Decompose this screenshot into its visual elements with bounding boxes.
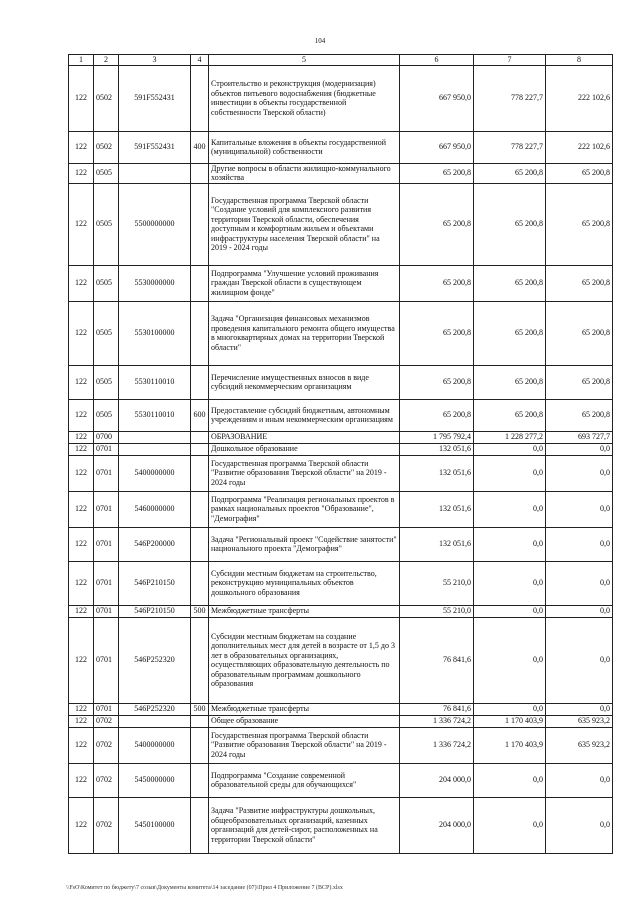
amount-col8-cell: 0,0 [546, 617, 613, 703]
amount-col8-cell: 635 923,2 [546, 727, 613, 763]
expense-type-cell [191, 715, 209, 727]
header-cell: 5 [209, 55, 400, 66]
description-cell: Межбюджетные трансферты [209, 605, 400, 617]
table-row [69, 455, 613, 491]
admin-code-cell: 122 [69, 443, 94, 455]
table-row [69, 163, 613, 183]
section-code-cell: 0701 [94, 443, 119, 455]
budget-table [68, 54, 613, 854]
amount-col7-cell: 0,0 [474, 617, 546, 703]
amount-col6-cell: 76 841,6 [400, 617, 474, 703]
amount-col6-cell: 65 200,8 [400, 163, 474, 183]
expense-type-cell [191, 183, 209, 265]
admin-code-cell: 122 [69, 703, 94, 715]
amount-col7-cell: 0,0 [474, 797, 546, 853]
description-cell: Подпрограмма "Создание современной образовательной среды для обучающихся" [209, 763, 400, 797]
description-cell: Субсидии местным бюджетам на создание дополнительных мест для детей в возрасте от 1,5 до 3 лет в образовательных организациях, осуществляющих образовательную деятельность по образовательным программам дошкольного образования [209, 617, 400, 703]
section-code-cell: 0502 [94, 65, 119, 131]
section-code-cell: 0702 [94, 763, 119, 797]
header-row [69, 55, 613, 66]
amount-col7-cell: 778 227,7 [474, 131, 546, 163]
section-code-cell: 0701 [94, 617, 119, 703]
table-row [69, 131, 613, 163]
description-cell: Государственная программа Тверской области "Развитие образования Тверской области" на 2019 - 2024 годы [209, 727, 400, 763]
header-cell: 2 [94, 55, 119, 66]
target-code-cell: 5400000000 [119, 455, 191, 491]
admin-code-cell: 122 [69, 399, 94, 431]
amount-col6-cell: 65 200,8 [400, 265, 474, 301]
target-code-cell: 546P210150 [119, 605, 191, 617]
expense-type-cell [191, 797, 209, 853]
amount-col6-cell: 76 841,6 [400, 703, 474, 715]
amount-col8-cell: 0,0 [546, 703, 613, 715]
amount-col7-cell: 0,0 [474, 703, 546, 715]
amount-col8-cell: 65 200,8 [546, 183, 613, 265]
expense-type-cell: 500 [191, 605, 209, 617]
amount-col6-cell: 1 795 792,4 [400, 431, 474, 443]
expense-type-cell [191, 491, 209, 527]
amount-col7-cell: 65 200,8 [474, 265, 546, 301]
amount-col8-cell: 65 200,8 [546, 301, 613, 365]
description-cell: Общее образование [209, 715, 400, 727]
description-cell: Государственная программа Тверской области "Создание условий для комплексного развития территории Тверской области, обеспечения доступным и комфортным жильем и объектами инфраструктуры населения Тверской области" на 2019 - 2024 годы [209, 183, 400, 265]
admin-code-cell: 122 [69, 301, 94, 365]
expense-type-cell [191, 65, 209, 131]
amount-col8-cell: 0,0 [546, 443, 613, 455]
admin-code-cell: 122 [69, 131, 94, 163]
table-row [69, 183, 613, 265]
admin-code-cell: 122 [69, 65, 94, 131]
target-code-cell: 5530110010 [119, 399, 191, 431]
amount-col8-cell: 0,0 [546, 797, 613, 853]
amount-col7-cell: 1 228 277,2 [474, 431, 546, 443]
target-code-cell: 546P200000 [119, 527, 191, 561]
target-code-cell: 5530110010 [119, 365, 191, 399]
target-code-cell: 546P210150 [119, 561, 191, 605]
expense-type-cell [191, 265, 209, 301]
description-cell: Подпрограмма "Улучшение условий проживания граждан Тверской области в существующем жилищном фонде" [209, 265, 400, 301]
expense-type-cell [191, 301, 209, 365]
header-cell: 7 [474, 55, 546, 66]
target-code-cell: 546P252320 [119, 617, 191, 703]
expense-type-cell: 500 [191, 703, 209, 715]
description-cell: Предоставление субсидий бюджетным, автономным учреждениям и иным некоммерческим организациям [209, 399, 400, 431]
admin-code-cell: 122 [69, 797, 94, 853]
target-code-cell [119, 443, 191, 455]
amount-col8-cell: 222 102,6 [546, 131, 613, 163]
page-number: 104 [314, 37, 326, 45]
expense-type-cell [191, 455, 209, 491]
amount-col7-cell: 0,0 [474, 443, 546, 455]
amount-col7-cell: 0,0 [474, 561, 546, 605]
description-cell: Подпрограмма "Реализация региональных проектов в рамках национальных проектов "Образование", "Демография" [209, 491, 400, 527]
description-cell: Межбюджетные трансферты [209, 703, 400, 715]
amount-col8-cell: 635 923,2 [546, 715, 613, 727]
expense-type-cell [191, 527, 209, 561]
expense-type-cell: 400 [191, 131, 209, 163]
table-row [69, 703, 613, 715]
target-code-cell [119, 431, 191, 443]
description-cell: Задача "Развитие инфраструктуры дошкольных, общеобразовательных организаций, казенных организаций для детей-сирот, расположенных на территории Тверской области" [209, 797, 400, 853]
amount-col7-cell: 65 200,8 [474, 301, 546, 365]
admin-code-cell: 122 [69, 715, 94, 727]
target-code-cell: 591F552431 [119, 131, 191, 163]
amount-col8-cell: 0,0 [546, 491, 613, 527]
amount-col8-cell: 0,0 [546, 763, 613, 797]
amount-col7-cell: 0,0 [474, 527, 546, 561]
target-code-cell [119, 715, 191, 727]
amount-col8-cell: 222 102,6 [546, 65, 613, 131]
admin-code-cell: 122 [69, 365, 94, 399]
expense-type-cell [191, 727, 209, 763]
section-code-cell: 0701 [94, 605, 119, 617]
amount-col8-cell: 65 200,8 [546, 365, 613, 399]
amount-col8-cell: 65 200,8 [546, 163, 613, 183]
amount-col6-cell: 204 000,0 [400, 797, 474, 853]
amount-col6-cell: 132 051,6 [400, 527, 474, 561]
amount-col6-cell: 65 200,8 [400, 301, 474, 365]
admin-code-cell: 122 [69, 763, 94, 797]
admin-code-cell: 122 [69, 617, 94, 703]
amount-col7-cell: 1 170 403,9 [474, 727, 546, 763]
admin-code-cell: 122 [69, 431, 94, 443]
target-code-cell: 591F552431 [119, 65, 191, 131]
amount-col6-cell: 55 210,0 [400, 561, 474, 605]
description-cell: Капитальные вложения в объекты государственной (муниципальной) собственности [209, 131, 400, 163]
section-code-cell: 0701 [94, 561, 119, 605]
table-row [69, 443, 613, 455]
expense-type-cell [191, 617, 209, 703]
amount-col6-cell: 1 336 724,2 [400, 715, 474, 727]
section-code-cell: 0505 [94, 265, 119, 301]
table-row [69, 617, 613, 703]
section-code-cell: 0505 [94, 183, 119, 265]
amount-col6-cell: 132 051,6 [400, 491, 474, 527]
section-code-cell: 0701 [94, 703, 119, 715]
section-code-cell: 0701 [94, 527, 119, 561]
admin-code-cell: 122 [69, 727, 94, 763]
section-code-cell: 0701 [94, 455, 119, 491]
description-cell: Государственная программа Тверской области "Развитие образования Тверской области" на 2019 - 2024 годы [209, 455, 400, 491]
table-row [69, 265, 613, 301]
section-code-cell: 0702 [94, 797, 119, 853]
description-cell: Перечисление имущественных взносов в виде субсидий некоммерческим организациям [209, 365, 400, 399]
admin-code-cell: 122 [69, 265, 94, 301]
amount-col8-cell: 0,0 [546, 561, 613, 605]
admin-code-cell: 122 [69, 163, 94, 183]
expense-type-cell [191, 431, 209, 443]
amount-col8-cell: 65 200,8 [546, 399, 613, 431]
description-cell: Строительство и реконструкция (модернизация) объектов питьевого водоснабжения (бюджетные инвестиции в объекты государственной собственности Тверской области) [209, 65, 400, 131]
table-row [69, 491, 613, 527]
target-code-cell: 5530000000 [119, 265, 191, 301]
table-row [69, 431, 613, 443]
target-code-cell: 5530100000 [119, 301, 191, 365]
target-code-cell: 546P252320 [119, 703, 191, 715]
amount-col8-cell: 0,0 [546, 527, 613, 561]
description-cell: Задача "Региональный проект "Содействие занятости" национального проекта "Демография" [209, 527, 400, 561]
description-cell: ОБРАЗОВАНИЕ [209, 431, 400, 443]
amount-col7-cell: 0,0 [474, 455, 546, 491]
table-row [69, 399, 613, 431]
admin-code-cell: 122 [69, 605, 94, 617]
expense-type-cell [191, 365, 209, 399]
amount-col7-cell: 1 170 403,9 [474, 715, 546, 727]
admin-code-cell: 122 [69, 183, 94, 265]
header-cell: 1 [69, 55, 94, 66]
amount-col6-cell: 65 200,8 [400, 183, 474, 265]
expense-type-cell: 600 [191, 399, 209, 431]
table-row [69, 605, 613, 617]
table-row [69, 561, 613, 605]
header-cell: 3 [119, 55, 191, 66]
amount-col6-cell: 667 950,0 [400, 131, 474, 163]
amount-col8-cell: 0,0 [546, 455, 613, 491]
table-row [69, 301, 613, 365]
section-code-cell: 0701 [94, 491, 119, 527]
amount-col8-cell: 693 727,7 [546, 431, 613, 443]
expense-type-cell [191, 443, 209, 455]
admin-code-cell: 122 [69, 455, 94, 491]
amount-col6-cell: 1 336 724,2 [400, 727, 474, 763]
section-code-cell: 0700 [94, 431, 119, 443]
amount-col7-cell: 65 200,8 [474, 365, 546, 399]
table-row [69, 763, 613, 797]
header-cell: 4 [191, 55, 209, 66]
table-row [69, 715, 613, 727]
amount-col7-cell: 0,0 [474, 605, 546, 617]
section-code-cell: 0702 [94, 715, 119, 727]
table-row [69, 527, 613, 561]
target-code-cell: 5400000000 [119, 727, 191, 763]
section-code-cell: 0505 [94, 399, 119, 431]
section-code-cell: 0505 [94, 163, 119, 183]
header-cell: 8 [546, 55, 613, 66]
amount-col7-cell: 0,0 [474, 763, 546, 797]
amount-col7-cell: 65 200,8 [474, 183, 546, 265]
expense-type-cell [191, 763, 209, 797]
amount-col6-cell: 204 000,0 [400, 763, 474, 797]
table-row [69, 797, 613, 853]
section-code-cell: 0502 [94, 131, 119, 163]
expense-type-cell [191, 561, 209, 605]
amount-col6-cell: 132 051,6 [400, 455, 474, 491]
table-row [69, 65, 613, 131]
description-cell: Дошкольное образование [209, 443, 400, 455]
amount-col6-cell: 132 051,6 [400, 443, 474, 455]
expense-type-cell [191, 163, 209, 183]
file-path-footer: \\FsO\Комитет по бюджету\7 созыв\Документы комитета\14 заседание (07)\Прил 4 Приложение 7 (ВСР).xlsx [66, 885, 343, 891]
description-cell: Субсидии местным бюджетам на строительство, реконструкцию муниципальных объектов дошкольного образования [209, 561, 400, 605]
target-code-cell: 5460000000 [119, 491, 191, 527]
target-code-cell: 5500000000 [119, 183, 191, 265]
section-code-cell: 0505 [94, 365, 119, 399]
description-cell: Другие вопросы в области жилищно-коммунального хозяйства [209, 163, 400, 183]
section-code-cell: 0702 [94, 727, 119, 763]
amount-col8-cell: 65 200,8 [546, 265, 613, 301]
admin-code-cell: 122 [69, 527, 94, 561]
amount-col6-cell: 55 210,0 [400, 605, 474, 617]
admin-code-cell: 122 [69, 561, 94, 605]
description-cell: Задача "Организация финансовых механизмов проведения капитального ремонта общего имущества в многоквартирных домах на территории Тверской области" [209, 301, 400, 365]
target-code-cell [119, 163, 191, 183]
amount-col6-cell: 667 950,0 [400, 65, 474, 131]
target-code-cell: 5450100000 [119, 797, 191, 853]
amount-col7-cell: 0,0 [474, 491, 546, 527]
header-cell: 6 [400, 55, 474, 66]
table-row [69, 727, 613, 763]
table-row [69, 365, 613, 399]
amount-col8-cell: 0,0 [546, 605, 613, 617]
section-code-cell: 0505 [94, 301, 119, 365]
amount-col7-cell: 65 200,8 [474, 399, 546, 431]
amount-col7-cell: 778 227,7 [474, 65, 546, 131]
amount-col7-cell: 65 200,8 [474, 163, 546, 183]
amount-col6-cell: 65 200,8 [400, 399, 474, 431]
amount-col6-cell: 65 200,8 [400, 365, 474, 399]
admin-code-cell: 122 [69, 491, 94, 527]
target-code-cell: 5450000000 [119, 763, 191, 797]
